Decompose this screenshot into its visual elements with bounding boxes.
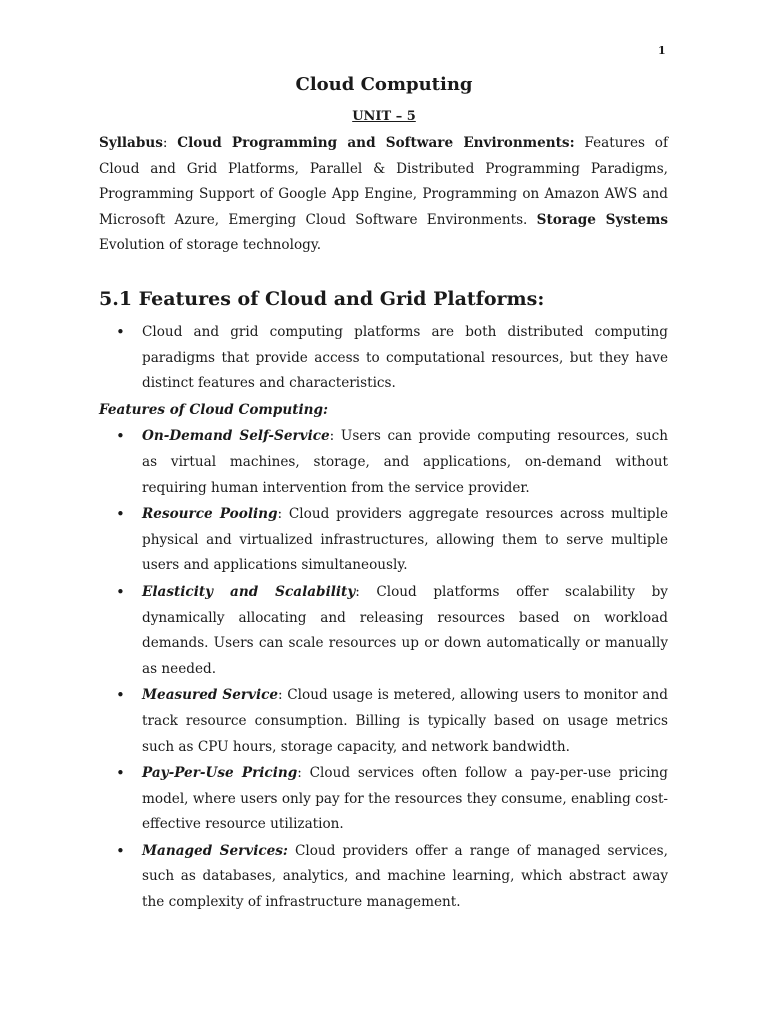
intro-list — [99, 320, 668, 397]
feature-term: Pay-Per-Use Pricing — [142, 765, 298, 782]
page-number: 1 — [658, 44, 666, 57]
unit-label: UNIT – 5 — [352, 109, 416, 124]
list-item — [99, 683, 668, 760]
section-heading: 5.1 Features of Cloud and Grid Platforms: — [99, 288, 545, 310]
bullet-dot: • — [116, 582, 125, 601]
list-item — [99, 424, 668, 501]
feature-term: On-Demand Self-Service — [142, 428, 330, 445]
list-item — [99, 839, 668, 916]
bullet-dot: • — [116, 841, 125, 860]
syllabus-paragraph — [99, 131, 668, 259]
bullet-dot: • — [116, 427, 125, 446]
list-item — [99, 761, 668, 838]
intro-bullet — [99, 320, 668, 397]
feature-text: : Cloud providers aggregate resources across multiple physical and virtualized infrastructures, allowing them to serve multiple users and applications simultaneously. — [142, 506, 669, 574]
list-item — [99, 580, 668, 682]
feature-text: : Users can provide computing resources, such as virtual machines, storage, and applications, on-demand without requiring human intervention from the service provider. — [142, 428, 668, 496]
bullet-dot: • — [116, 505, 125, 524]
bullet-dot: • — [116, 686, 125, 705]
feature-text: : Cloud usage is metered, allowing users to monitor and track resource consumption. Billing is typically based on usage metrics such as CPU hours, storage capacity, and network bandwidth. — [142, 687, 668, 755]
features-subheading: Features of Cloud Computing: — [99, 401, 329, 418]
feature-term: Elasticity and Scalability — [142, 583, 356, 600]
syllabus-part1-bold: Cloud Programming and Software Environments: — [177, 135, 575, 151]
intro-bullet-text: Cloud and grid computing platforms are both distributed computing paradigms that provide access to computational resources, but they have distinct features and characteristics. — [142, 324, 668, 392]
feature-term: Managed Services: — [142, 842, 288, 859]
list-item — [99, 502, 668, 579]
feature-term: Measured Service — [142, 687, 279, 704]
syllabus-sep: : — [162, 135, 178, 151]
section-content — [99, 320, 668, 917]
syllabus-part2-text: Evolution of storage technology. — [99, 237, 322, 253]
syllabus-label: Syllabus — [99, 135, 163, 151]
feature-text: : Cloud platforms offer scalability by dynamically allocating and releasing resources based on workload demands. Users can scale resources up or down automatically or manually as needed. — [142, 583, 668, 677]
bullet-dot: • — [116, 323, 125, 341]
feature-text: Cloud providers offer a range of managed services, such as databases, analytics, and machine learning, which abstract away the complexity of infrastructure management. — [142, 842, 668, 911]
features-list — [99, 424, 668, 915]
bullet-dot: • — [116, 764, 125, 783]
feature-text: : Cloud services often follow a pay-per-use pricing model, where users only pay for the resources they consume, enabling cost-effective resource utilization. — [142, 765, 668, 833]
syllabus-part2-bold: Storage Systems — [536, 211, 668, 228]
feature-term: Resource Pooling — [142, 506, 278, 523]
document-title: Cloud Computing — [295, 74, 473, 95]
syllabus-part1-text: Features of Cloud and Grid Platforms, Parallel & Distributed Programming Paradigms, Programming Support of Google App Engine, Programming on Amazon AWS and Microsoft Azure, Emerging Cloud Software Environments. — [99, 135, 668, 228]
